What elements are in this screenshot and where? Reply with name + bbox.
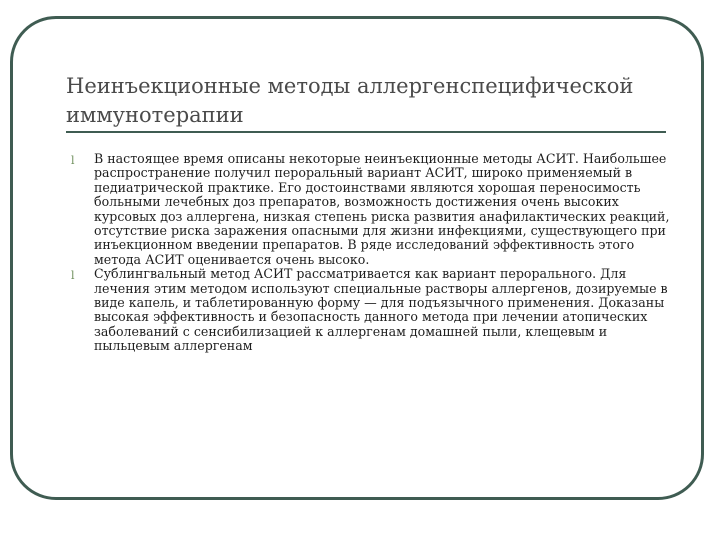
bullet-icon: l <box>71 269 75 283</box>
bullet-item <box>70 267 670 353</box>
bullet-text: В настоящее время описаны некоторые неинъекционные методы АСИТ. Наибольшее распространение получил пероральный вариант АСИТ, широко применяемый в педиатрической практике. Его достоинствами являются хорошая переносимость больными лечебных доз препаратов, возможность достижения очень высоких курсовых доз аллергена, низкая степень риска развития анафилактических реакций, отсутствие риска заражения опасными для жизни инфекциями, существующего при инъекционном введении препаратов. В ряде исследований эффективность этого метода АСИТ оценивается очень высоко. <box>94 151 670 267</box>
bullet-icon: l <box>71 154 75 167</box>
bullet-item <box>70 152 670 267</box>
bullet-text: Сублингвальный метод АСИТ рассматривается как вариант перорального. Для лечения этим методом используют специальные растворы аллергенов, дозируемые в виде капель, и таблетированную форму — для подъязычного применения. Доказаны высокая эффективность и безопасность данного метода при лечении атопических заболеваний с сенсибилизацией к аллергенам домашней пыли, клещевым и пыльцевым аллергенам <box>94 266 668 354</box>
title-divider <box>66 131 666 133</box>
bullet-list <box>70 152 670 354</box>
slide-title: Неинъекционные методы аллергенспецифической иммунотерапии <box>66 74 634 127</box>
